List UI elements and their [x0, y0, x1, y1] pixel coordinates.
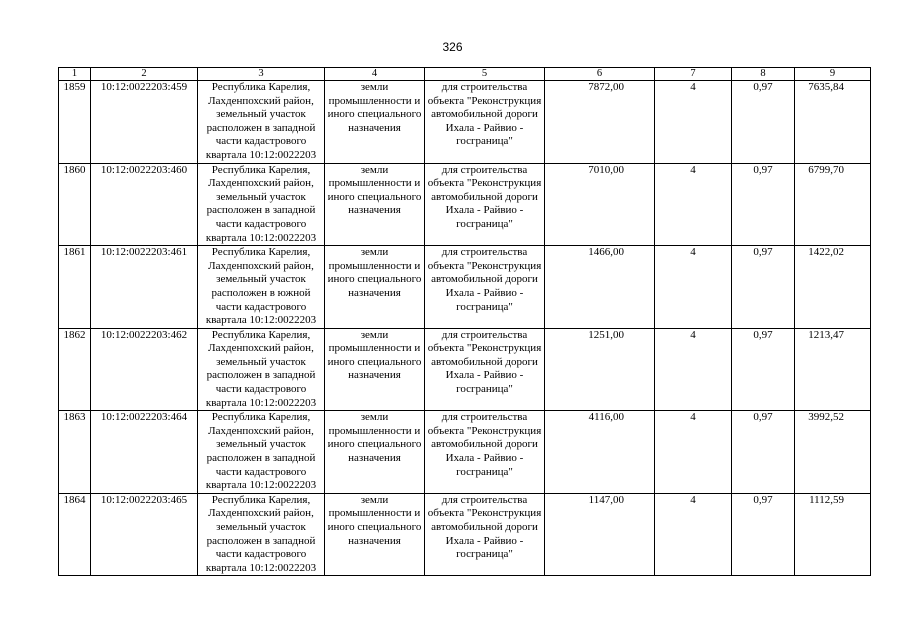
row-number: 1863: [59, 411, 91, 494]
cadastral-number: 10:12:0022203:460: [91, 163, 198, 246]
page-number: 326: [442, 40, 463, 54]
header-row: [59, 68, 871, 81]
row-number: 1860: [59, 163, 91, 246]
column-8-value: 0,97: [732, 246, 795, 329]
column-header: 7: [655, 68, 732, 81]
table-row: [59, 493, 871, 576]
column-9-value: 7635,84: [795, 81, 871, 164]
area-value: 7872,00: [545, 81, 655, 164]
cadastral-number: 10:12:0022203:462: [91, 328, 198, 411]
column-header: 6: [545, 68, 655, 81]
column-8-value: 0,97: [732, 328, 795, 411]
row-number: 1861: [59, 246, 91, 329]
column-8-value: 0,97: [732, 163, 795, 246]
column-header: 1: [59, 68, 91, 81]
row-number: 1864: [59, 493, 91, 576]
column-header: 4: [325, 68, 425, 81]
cadastral-number: 10:12:0022203:461: [91, 246, 198, 329]
area-value: 1147,00: [545, 493, 655, 576]
table-row: [59, 81, 871, 164]
location: Республика Карелия, Лахденпохский район, земельный участок расположен в западной части кадастрового квартала 10:12:0022203: [198, 163, 325, 246]
permitted-use: для строительства объекта "Реконструкция автомобильной дороги Ихала - Райвио - госграница": [425, 328, 545, 411]
column-header: 5: [425, 68, 545, 81]
area-value: 1466,00: [545, 246, 655, 329]
table-row: [59, 246, 871, 329]
column-8-value: 0,97: [732, 411, 795, 494]
land-category: земли промышленности и иного специального назначения: [325, 246, 425, 329]
column-7-value: 4: [655, 81, 732, 164]
column-header: 3: [198, 68, 325, 81]
table-row: [59, 328, 871, 411]
column-7-value: 4: [655, 411, 732, 494]
column-9-value: 1112,59: [795, 493, 871, 576]
column-7-value: 4: [655, 328, 732, 411]
area-value: 4116,00: [545, 411, 655, 494]
land-category: земли промышленности и иного специального назначения: [325, 493, 425, 576]
cadastral-number: 10:12:0022203:464: [91, 411, 198, 494]
permitted-use: для строительства объекта "Реконструкция автомобильной дороги Ихала - Райвио - госграница": [425, 246, 545, 329]
cadastral-number: 10:12:0022203:465: [91, 493, 198, 576]
area-value: 7010,00: [545, 163, 655, 246]
land-category: земли промышленности и иного специального назначения: [325, 163, 425, 246]
column-8-value: 0,97: [732, 493, 795, 576]
location: Республика Карелия, Лахденпохский район, земельный участок расположен в западной части кадастрового квартала 10:12:0022203: [198, 81, 325, 164]
area-value: 1251,00: [545, 328, 655, 411]
column-7-value: 4: [655, 493, 732, 576]
column-header: 9: [795, 68, 871, 81]
cadastral-number: 10:12:0022203:459: [91, 81, 198, 164]
table-row: [59, 411, 871, 494]
row-number: 1862: [59, 328, 91, 411]
permitted-use: для строительства объекта "Реконструкция автомобильной дороги Ихала - Райвио - госграница": [425, 411, 545, 494]
land-plots-table: [58, 67, 871, 576]
table-row: [59, 163, 871, 246]
row-number: 1859: [59, 81, 91, 164]
column-9-value: 1422,02: [795, 246, 871, 329]
permitted-use: для строительства объекта "Реконструкция автомобильной дороги Ихала - Райвио - госграница": [425, 81, 545, 164]
land-category: земли промышленности и иного специального назначения: [325, 411, 425, 494]
land-category: земли промышленности и иного специального назначения: [325, 328, 425, 411]
column-8-value: 0,97: [732, 81, 795, 164]
column-header: 2: [91, 68, 198, 81]
column-9-value: 6799,70: [795, 163, 871, 246]
location: Республика Карелия, Лахденпохский район, земельный участок расположен в западной части кадастрового квартала 10:12:0022203: [198, 411, 325, 494]
column-7-value: 4: [655, 246, 732, 329]
permitted-use: для строительства объекта "Реконструкция автомобильной дороги Ихала - Райвио - госграница": [425, 493, 545, 576]
column-9-value: 3992,52: [795, 411, 871, 494]
location: Республика Карелия, Лахденпохский район, земельный участок расположен в южной части кадастрового квартала 10:12:0022203: [198, 246, 325, 329]
land-category: земли промышленности и иного специального назначения: [325, 81, 425, 164]
location: Республика Карелия, Лахденпохский район, земельный участок расположен в западной части кадастрового квартала 10:12:0022203: [198, 328, 325, 411]
permitted-use: для строительства объекта "Реконструкция автомобильной дороги Ихала - Райвио - госграница": [425, 163, 545, 246]
column-9-value: 1213,47: [795, 328, 871, 411]
column-header: 8: [732, 68, 795, 81]
location: Республика Карелия, Лахденпохский район, земельный участок расположен в западной части кадастрового квартала 10:12:0022203: [198, 493, 325, 576]
column-7-value: 4: [655, 163, 732, 246]
